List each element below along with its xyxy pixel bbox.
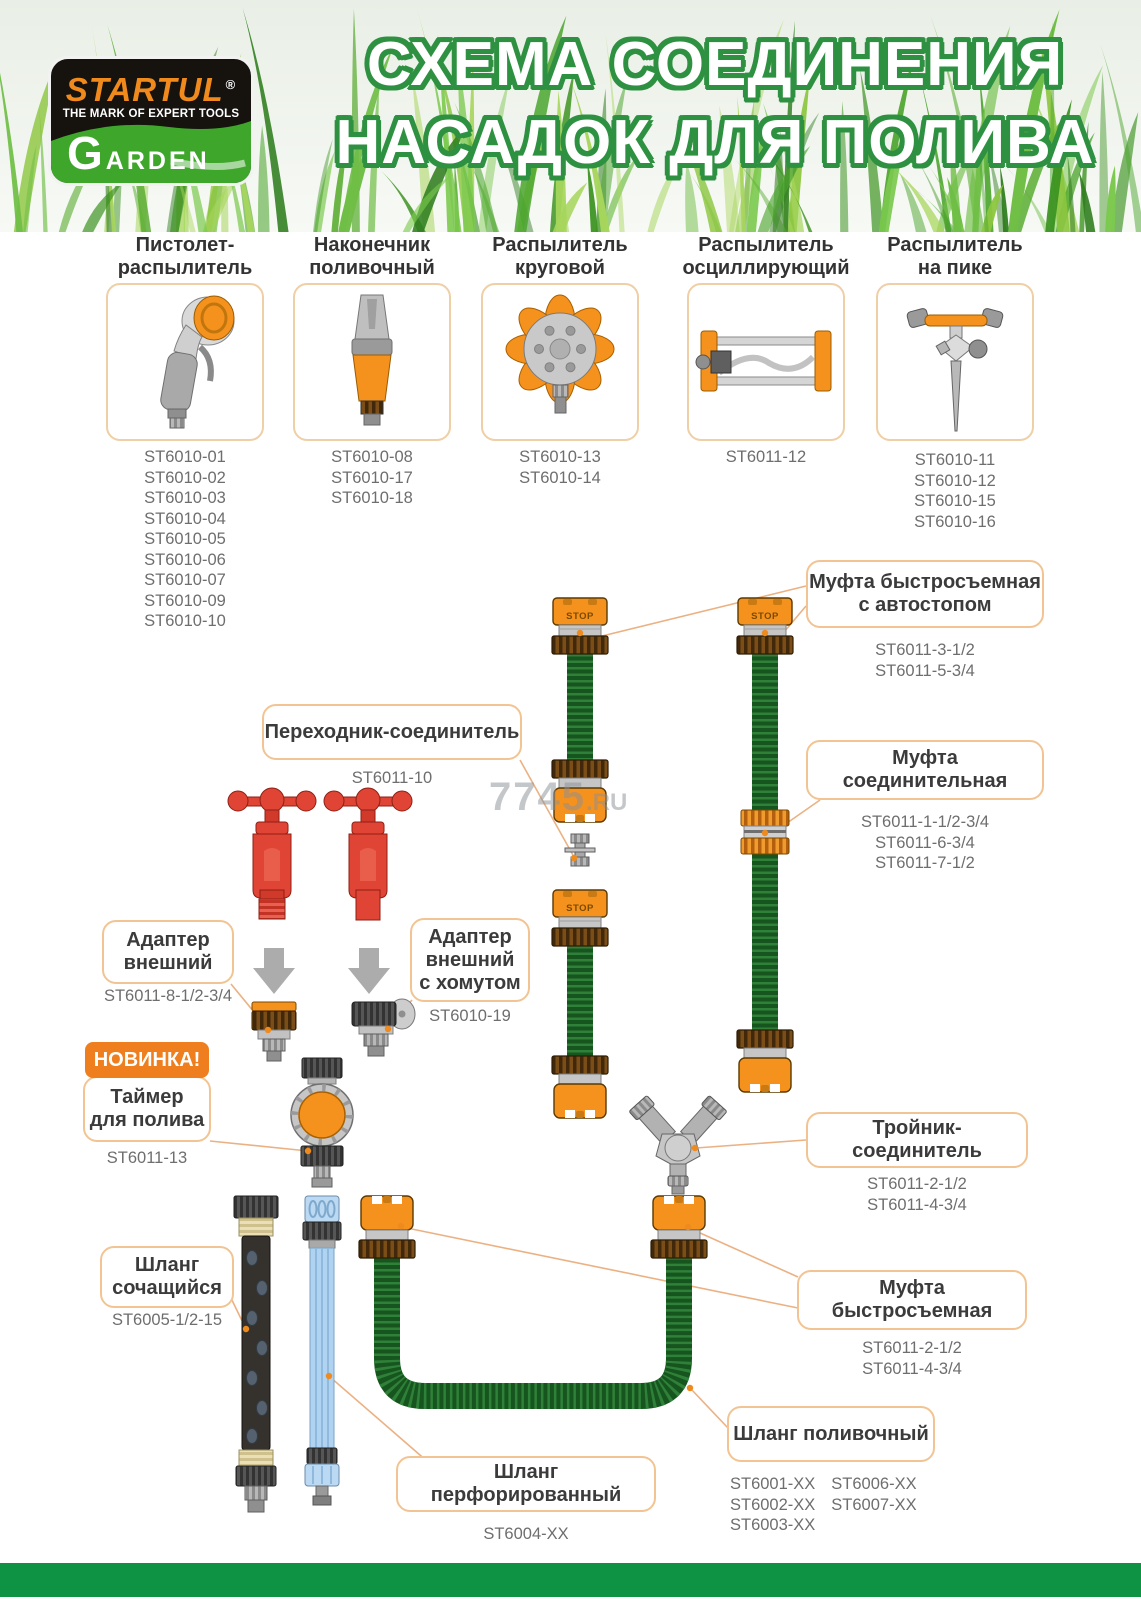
callout-external-adapter-clamp: [410, 918, 530, 1002]
code-item: ST6011-4-3/4: [867, 1195, 967, 1214]
code-item: ST6011-12: [725, 448, 807, 466]
product-title-spike-sprinkler: Распылитель на пике: [887, 234, 1023, 279]
water-tap-threaded: [228, 788, 316, 898]
quick-coupling-autostop-left: [552, 598, 608, 654]
callout-label: Переходник-соединитель: [264, 720, 520, 743]
garden-g: G: [67, 127, 106, 179]
code-item: ST6010-11: [914, 451, 996, 469]
tap-thread: [259, 899, 285, 919]
watermark: [489, 775, 627, 820]
callout-external-adapter: [102, 920, 234, 984]
code-item: ST6010-10: [144, 612, 226, 630]
registered-mark: ®: [225, 77, 237, 92]
callout-watering-timer: [83, 1076, 211, 1142]
quick-connector-right-lower: [737, 1030, 793, 1092]
code-item: ST6010-01: [144, 448, 226, 466]
callout-quick-coupling-autostop: [806, 560, 1044, 628]
perforated-hose: [303, 1196, 341, 1505]
callout-quick-coupling: [797, 1270, 1027, 1330]
code-item: ST6011-2-1/2: [862, 1339, 962, 1357]
code-item: ST6011-10: [351, 769, 433, 787]
code-item: ST6010-15: [914, 492, 996, 510]
watering-timer: [291, 1058, 353, 1187]
quick-connector-u-right: [651, 1196, 707, 1258]
code-item: ST6006-XX: [831, 1475, 917, 1493]
callout-label: с хомутом: [419, 971, 521, 994]
quick-coupling-autostop-right: [737, 598, 793, 654]
page-title-line2: НАСАДОК ДЛЯ ПОЛИВА: [335, 108, 1095, 177]
product-title-oscillating-sprinkler: Распылитель осциллирующий: [682, 234, 850, 279]
product-title-circular-sprinkler: Распылитель круговой: [492, 234, 628, 279]
garden-arden: ARDEN: [105, 147, 210, 175]
code-item: ST6011-5-3/4: [875, 661, 975, 680]
code-item: ST6002-XX: [730, 1495, 816, 1514]
code-item: ST6007-XX: [831, 1495, 917, 1514]
callout-label: с автостопом: [858, 594, 992, 616]
code-item: ST6010-19: [429, 1007, 511, 1025]
callout-label: сочащийся: [112, 1277, 222, 1299]
quick-coupling-autostop-mid: [552, 890, 608, 946]
external-adapter: [252, 1002, 296, 1061]
code-item: ST6001-XX: [730, 1475, 816, 1493]
code-item: ST6010-12: [914, 471, 996, 490]
code-item: ST6011-13: [106, 1149, 188, 1167]
code-item: ST6011-6-3/4: [875, 833, 975, 852]
callout-label: Муфта быстросъемная: [831, 1277, 993, 1322]
down-arrow-icon: [348, 948, 390, 994]
callout-label: Муфта быстросъемная: [809, 571, 1041, 593]
product-title-spray-gun: Пистолет- распылитель: [117, 234, 253, 279]
code-item: ST6011-3-1/2: [875, 641, 975, 659]
external-adapter-with-clamp: [352, 999, 415, 1056]
tee-connector: [629, 1095, 727, 1194]
code-item: ST6010-02: [144, 468, 226, 487]
callout-label: Шланг перфорированный: [430, 1461, 622, 1506]
code-item: ST6010-14: [519, 468, 601, 487]
brand-logo: [48, 56, 254, 186]
stop-text: STOP: [566, 903, 594, 914]
code-item: ST6010-17: [331, 468, 413, 487]
callout-label: внешний: [123, 952, 213, 974]
code-item: ST6011-4-3/4: [862, 1359, 962, 1378]
code-item: ST6010-18: [331, 489, 413, 507]
callout-label: Адаптер: [428, 925, 512, 948]
down-arrow-icon: [253, 948, 295, 994]
code-item: ST6010-03: [144, 489, 226, 507]
callout-coupling-sleeve: [806, 740, 1044, 800]
callout-label: для полива: [89, 1109, 205, 1131]
garden-wordmark: [67, 127, 210, 179]
code-item: ST6010-05: [144, 530, 226, 548]
code-item: ST6011-8-1/2-3/4: [103, 987, 233, 1005]
callout-label: Шланг: [134, 1254, 200, 1276]
callout-label: Тройник-соединитель: [852, 1117, 982, 1162]
callout-perforated-hose: [396, 1456, 656, 1512]
page-title: [305, 26, 1125, 182]
watermark-domain: .RU: [585, 789, 628, 816]
code-item: ST6010-16: [914, 512, 996, 531]
callout-tee-connector: [806, 1112, 1028, 1168]
adapter-connector: [565, 834, 595, 866]
code-item: ST6011-2-1/2: [867, 1175, 967, 1193]
tap-spout-plain: [356, 890, 380, 920]
code-item: ST6011-1-1/2-3/4: [860, 813, 990, 831]
tap-spout: [260, 890, 284, 899]
code-item: ST6010-04: [144, 509, 226, 528]
callout-label: внешний: [425, 948, 515, 971]
code-item: ST6010-07: [144, 571, 226, 589]
code-item: ST6003-XX: [730, 1516, 816, 1534]
product-title-nozzle: Наконечник поливочный: [309, 234, 435, 279]
watermark-number: 7745: [489, 775, 586, 819]
code-item: ST6005-1/2-15: [111, 1311, 223, 1329]
code-item: ST6010-09: [144, 591, 226, 610]
callout-label: Шланг поливочный: [733, 1422, 929, 1445]
water-tap-plain: [324, 788, 412, 898]
callout-label: Таймер: [110, 1086, 184, 1108]
callout-adapter-connector: [262, 704, 522, 760]
new-badge: НОВИНКА!: [85, 1042, 209, 1078]
quick-connector-u-left: [359, 1196, 415, 1258]
callout-watering-hose: [727, 1406, 935, 1462]
quick-connector-left-lower: [552, 1056, 608, 1118]
brand-tagline: THE MARK OF EXPERT TOOLS: [62, 108, 240, 120]
code-item: ST6004-XX: [483, 1525, 569, 1543]
soaker-hose: [234, 1196, 278, 1512]
brand-name: STARTUL ®: [65, 71, 237, 108]
code-item: ST6011-7-1/2: [875, 854, 975, 872]
code-item: ST6010-08: [331, 448, 413, 466]
callout-label: Адаптер: [126, 929, 210, 951]
stop-text: STOP: [566, 611, 594, 622]
callout-soaker-hose: [100, 1246, 234, 1308]
callout-label: Муфта соединительная: [842, 747, 1008, 792]
code-item: ST6010-13: [519, 448, 601, 466]
stop-text: STOP: [751, 611, 779, 622]
page-title-line1: СХЕМА СОЕДИНЕНИЯ: [366, 30, 1064, 99]
code-item: ST6010-06: [144, 550, 226, 569]
